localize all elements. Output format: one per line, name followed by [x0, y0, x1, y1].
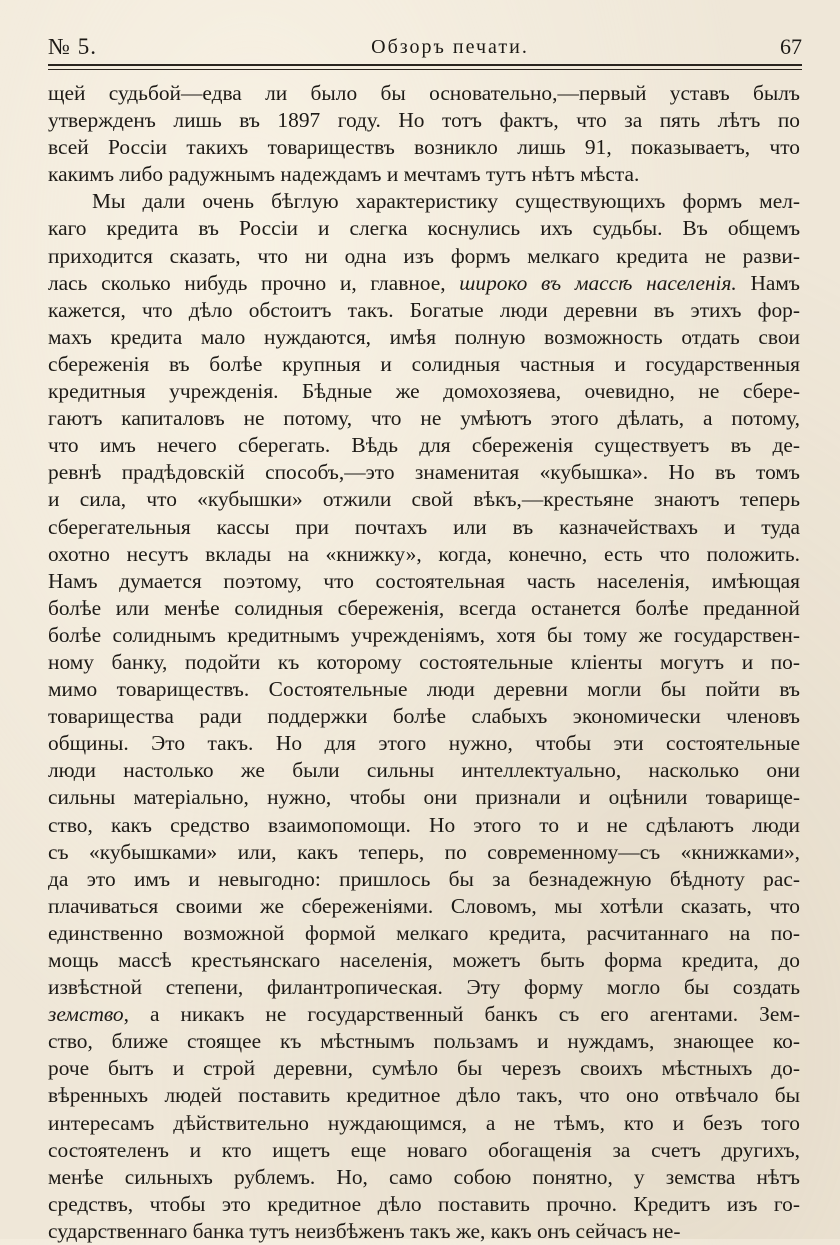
header-rule	[48, 64, 802, 66]
text-line: гаютъ капиталовъ не потому, что не умѣютъ этого дѣлать, а потому,	[48, 406, 800, 431]
issue-number: № 5.	[48, 34, 97, 59]
text-line: ство, какъ средство взаимопомощи. Но этого то и не сдѣлаютъ люди	[48, 812, 800, 837]
text-line: мощь массѣ крестьянскаго населенія, можетъ быть форма кредита, до	[48, 948, 800, 972]
text-line: охотно несутъ вклады на «книжку», когда, конечно, есть что положить.	[48, 541, 800, 566]
text-line: люди настолько же были сильны интеллектуально, насколько они	[48, 758, 800, 783]
text-line: приходится сказать, что ни одна изъ формъ мелкаго кредита не разви-	[48, 243, 800, 268]
text-line: сбереженія въ болѣе крупныя и солидныя частныя и государственныя	[48, 351, 800, 376]
text-line: болѣе или менѣе солидныя сбереженія, всегда останется болѣе преданной	[48, 595, 800, 620]
text-line: мимо товариществъ. Состоятельные люди деревни могли бы пойти въ	[48, 677, 800, 702]
text-line: общины. Это такъ. Но для этого нужно, чтобы эти состоятельные	[48, 731, 800, 756]
text-line: единственно возможной формой мелкаго кредита, расчитаннаго на по-	[48, 920, 800, 945]
text-line: сильны матеріально, нужно, чтобы они признали и оцѣнили товарище-	[48, 785, 800, 810]
text-line: роче бытъ и строй деревни, сумѣло бы черезъ своихъ мѣстныхъ до-	[48, 1056, 800, 1081]
text-line: какимъ либо радужнымъ надеждамъ и мечтамъ тутъ нѣтъ мѣста.	[48, 162, 640, 187]
text-line: Намъ думается поэтому, что состоятельная часть населенія, имѣющая	[48, 568, 800, 593]
header-rule-thin	[48, 69, 802, 70]
text-line: кажется, что дѣло обстоитъ такъ. Богатые люди деревни въ этихъ фор-	[48, 297, 800, 322]
text-line: кредитныя учрежденія. Бѣдные же домохозяева, очевидно, не сбере-	[48, 379, 800, 404]
text-line: интересамъ дѣйствительно нуждающимся, а не тѣмъ, кто и безъ того	[48, 1110, 800, 1135]
text-line: товарищества ради поддержки болѣе слабыхъ экономически членовъ	[48, 704, 800, 729]
page-number: 67	[780, 34, 802, 59]
text-line: что имъ нечего сберегать. Вѣдь для сбереженія существуетъ въ де-	[48, 433, 800, 458]
text-line: каго кредита въ Россіи и слегка коснулись ихъ судьбы. Въ общемъ	[48, 216, 800, 241]
text-line: сберегательныя кассы при почтахъ или въ казначействахъ и туда	[48, 514, 800, 539]
article-body	[48, 80, 800, 1245]
running-header	[48, 34, 802, 64]
section-title: Обзоръ печати.	[371, 36, 529, 58]
text-line: средствъ, чтобы это кредитное дѣло поставить прочно. Кредитъ изъ го-	[48, 1191, 800, 1216]
text-line: лась сколько нибудь прочно и, главное, широко въ массѣ населенія. Намъ	[48, 270, 800, 295]
text-line: менѣе сильныхъ рублемъ. Но, само собою понятно, у земства нѣтъ	[48, 1164, 800, 1189]
text-line: ному банку, подойти къ которому состоятельные кліенты могутъ и по-	[48, 649, 800, 674]
text-line: сударственнаго банка тутъ неизбѣженъ такъ же, какъ онъ сейчасъ не-	[48, 1218, 681, 1243]
text-line: съ «кубышками» или, какъ теперь, по современному—съ «книжками»,	[48, 839, 800, 864]
text-line: ревнѣ прадѣдовскій способъ,—это знаменитая «кубышка». Но въ томъ	[48, 460, 800, 485]
text-line: да это имъ и невыгодно: пришлось бы за безнадежную бѣдноту рас-	[48, 866, 800, 891]
italic-emphasis: широко въ массѣ населенія.	[459, 270, 737, 295]
text-line: состоятеленъ и кто ищетъ еще новаго обогащенія за счетъ другихъ,	[48, 1137, 800, 1162]
text-line: махъ кредита мало нуждаются, имѣя полную возможность отдать свои	[48, 324, 800, 349]
text-line: извѣстной степени, филантропическая. Эту форму могло бы создать	[48, 975, 800, 1000]
text-line: всей Россіи такихъ товариществъ возникло лишь 91, показываетъ, что	[48, 135, 800, 160]
text-line: утвержденъ лишь въ 1897 году. Но тотъ фактъ, что за пять лѣтъ по	[48, 108, 800, 133]
text-line: земство, а никакъ не государственный банкъ съ его агентами. Зем-	[48, 1002, 800, 1027]
text-line: Мы дали очень бѣглую характеристику существующихъ формъ мел-	[92, 189, 800, 214]
page-margin	[0, 1170, 840, 1239]
text-line: ство, ближе стоящее къ мѣстнымъ пользамъ и нуждамъ, знающее ко-	[48, 1029, 800, 1054]
text-line: и сила, что «кубышки» отжили свой вѣкъ,—крестьяне знаютъ теперь	[48, 487, 800, 512]
text-line: болѣе солиднымъ кредитнымъ учрежденіямъ, хотя бы тому же государствен-	[48, 622, 800, 647]
text-line: щей судьбой—едва ли было бы основательно,—первый уставъ былъ	[48, 81, 800, 105]
italic-emphasis: земство	[48, 1002, 124, 1027]
text-line: плачиваться своими же сбереженіями. Словомъ, мы хотѣли сказать, что	[48, 893, 800, 918]
text-line: вѣренныхъ людей поставить кредитное дѣло такъ, что оно отвѣчало бы	[48, 1083, 800, 1108]
